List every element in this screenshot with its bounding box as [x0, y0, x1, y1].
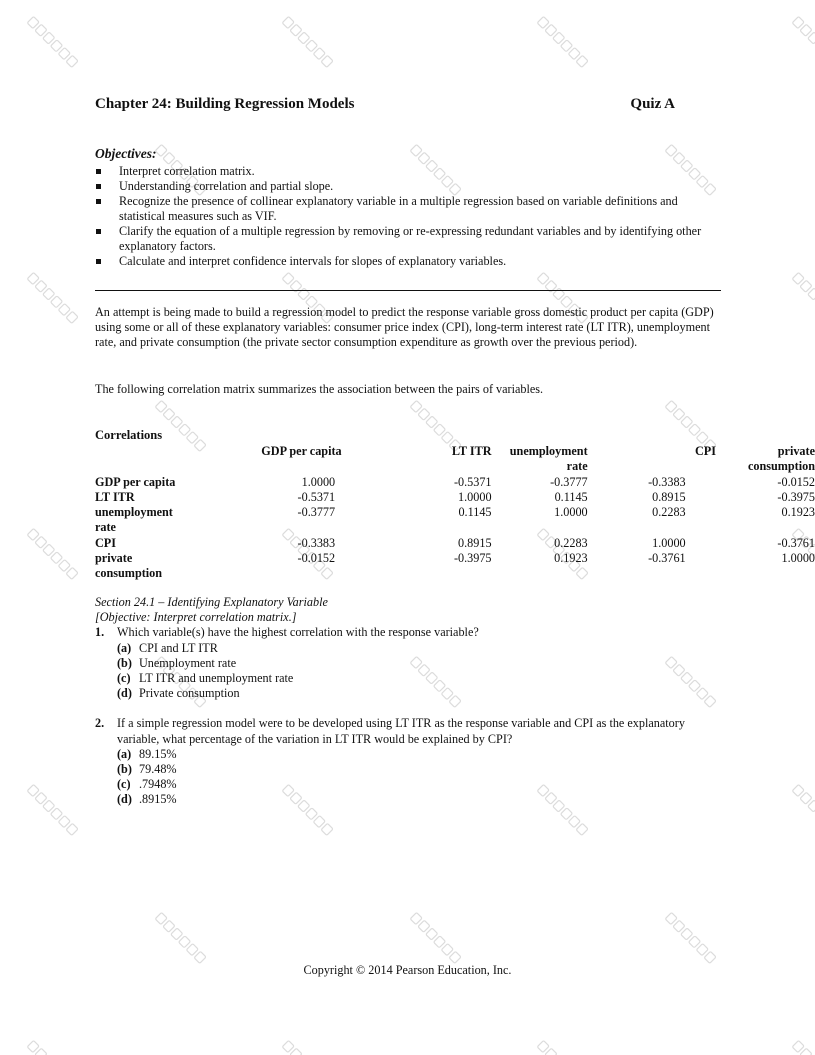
table-cell: -0.3761 — [777, 535, 815, 550]
option-item: (b) Unemployment rate — [117, 655, 237, 670]
table-cell: -0.3383 — [648, 474, 686, 489]
option-item: (d) Private consumption — [117, 686, 240, 701]
question-text: Which variable(s) have the highest correlation with the response variable? — [117, 625, 479, 640]
watermark-mark — [792, 272, 815, 323]
bullet-icon — [96, 199, 101, 204]
objective-item: Interpret correlation matrix. — [95, 164, 720, 179]
table-row — [95, 490, 815, 505]
table-cell: -0.3383 — [297, 535, 336, 550]
column-header: GDP per capita — [261, 444, 342, 458]
table-header-row — [95, 444, 815, 475]
bullet-icon — [96, 259, 101, 264]
page-header — [95, 96, 675, 113]
row-label: LT ITR — [95, 489, 135, 504]
watermark-mark — [792, 16, 815, 67]
watermark-mark — [537, 16, 588, 67]
table-cell: 1.0000 — [301, 474, 336, 489]
table-cell: 1.0000 — [652, 535, 686, 550]
option-item: (a) CPI and LT ITR — [117, 640, 218, 655]
column-header: LT ITR — [451, 444, 492, 458]
table-row — [95, 536, 815, 551]
table-cell: 0.2283 — [652, 505, 686, 520]
table-row — [95, 475, 815, 490]
row-label: CPI — [95, 535, 116, 550]
row-label: private consumption — [95, 551, 163, 581]
options-list — [95, 747, 721, 808]
options-list — [95, 641, 721, 702]
table-cell: 0.1923 — [781, 505, 815, 520]
question-2 — [95, 716, 721, 807]
table-cell: -0.3777 — [550, 474, 588, 489]
watermark-mark — [410, 912, 461, 963]
question-number: 2. — [95, 716, 105, 731]
watermark-mark — [27, 16, 78, 67]
table-cell: 0.1923 — [554, 551, 588, 566]
table-cell: -0.5371 — [297, 489, 336, 504]
watermark-mark — [27, 1040, 78, 1055]
question-text: If a simple regression model were to be developed using LT ITR as the response variable and CPI as the explanatory variable, what percentage of the variation in LT ITR would be explained by CPI? — [117, 716, 685, 746]
correlation-matrix — [95, 444, 815, 582]
section-label: Section 24.1 – Identifying Explanatory Variable — [95, 595, 328, 609]
question-1 — [95, 625, 721, 701]
intro-paragraph: An attempt is being made to build a regression model to predict the response variable gross domestic product per capita (GDP) using some or all of these explanatory variables: consumer price index (CPI), long-term interest rate (LT ITR), unemployment rate, and private consumption (the private sector consumption expenditure as growth over the previous period). — [95, 305, 714, 350]
option-item: (a) 89.15% — [117, 746, 177, 761]
watermark-mark — [282, 16, 333, 67]
table-cell: 1.0000 — [781, 551, 815, 566]
watermark-mark — [27, 784, 78, 835]
bullet-icon — [96, 184, 101, 189]
table-row — [95, 505, 815, 536]
table-cell: -0.0152 — [297, 551, 336, 566]
watermark-mark — [155, 912, 206, 963]
question-number: 1. — [95, 625, 105, 640]
copyright-footer: Copyright © 2014 Pearson Education, Inc. — [303, 963, 512, 977]
horizontal-divider — [95, 290, 721, 291]
watermark-mark — [792, 1040, 815, 1055]
objective-item: Understanding correlation and partial slope. — [95, 179, 720, 194]
objectives-heading: Objectives: — [95, 146, 157, 161]
correlations-title: Correlations — [95, 428, 163, 442]
chapter-title: Chapter 24: Building Regression Models — [95, 96, 355, 112]
objective-label: [Objective: Interpret correlation matrix.] — [95, 610, 297, 625]
objective-item: Recognize the presence of collinear explanatory variable in a multiple regression based on variable definitions and statistical measures such as VIF. — [95, 194, 720, 224]
table-cell: -0.3761 — [648, 551, 686, 566]
table-cell: -0.0152 — [777, 474, 815, 489]
table-cell: 0.2283 — [554, 535, 588, 550]
watermark-mark — [537, 1040, 588, 1055]
watermark-mark — [792, 784, 815, 835]
objective-item: Clarify the equation of a multiple regression by removing or re-expressing redundant variables and by identifying other explanatory factors. — [95, 224, 720, 254]
option-item: (d) .8915% — [117, 792, 177, 807]
option-item: (c) LT ITR and unemployment rate — [117, 671, 294, 686]
option-item: (b) 79.48% — [117, 762, 177, 777]
watermark-mark — [27, 528, 78, 579]
table-cell: 1.0000 — [554, 505, 588, 520]
table-cell: -0.3975 — [777, 489, 815, 504]
intro-paragraph-2: The following correlation matrix summarizes the association between the pairs of variables. — [95, 382, 544, 396]
quiz-label: Quiz A — [630, 96, 675, 112]
row-label: unemployment rate — [95, 505, 173, 535]
table-cell: -0.3777 — [297, 505, 336, 520]
column-header: CPI — [695, 444, 716, 458]
objectives-list — [95, 164, 720, 269]
column-header: private consumption — [747, 444, 815, 474]
watermark-mark — [665, 912, 716, 963]
option-item: (c) .7948% — [117, 777, 177, 792]
column-header: unemployment rate — [509, 444, 588, 474]
bullet-icon — [96, 229, 101, 234]
table-cell: -0.5371 — [453, 474, 492, 489]
table-cell: 0.8915 — [458, 535, 492, 550]
row-label: GDP per capita — [95, 474, 176, 489]
table-cell: 0.8915 — [652, 489, 686, 504]
objective-item: Calculate and interpret confidence intervals for slopes of explanatory variables. — [95, 254, 720, 269]
table-cell: 0.1145 — [554, 489, 588, 504]
watermark-mark — [27, 272, 78, 323]
table-cell: -0.3975 — [453, 551, 492, 566]
watermark-mark — [282, 1040, 333, 1055]
bullet-icon — [96, 169, 101, 174]
questions-section — [95, 595, 721, 808]
table-row — [95, 551, 815, 582]
objectives-section — [95, 146, 720, 269]
table-cell: 0.1145 — [458, 505, 492, 520]
table-cell: 1.0000 — [458, 489, 492, 504]
